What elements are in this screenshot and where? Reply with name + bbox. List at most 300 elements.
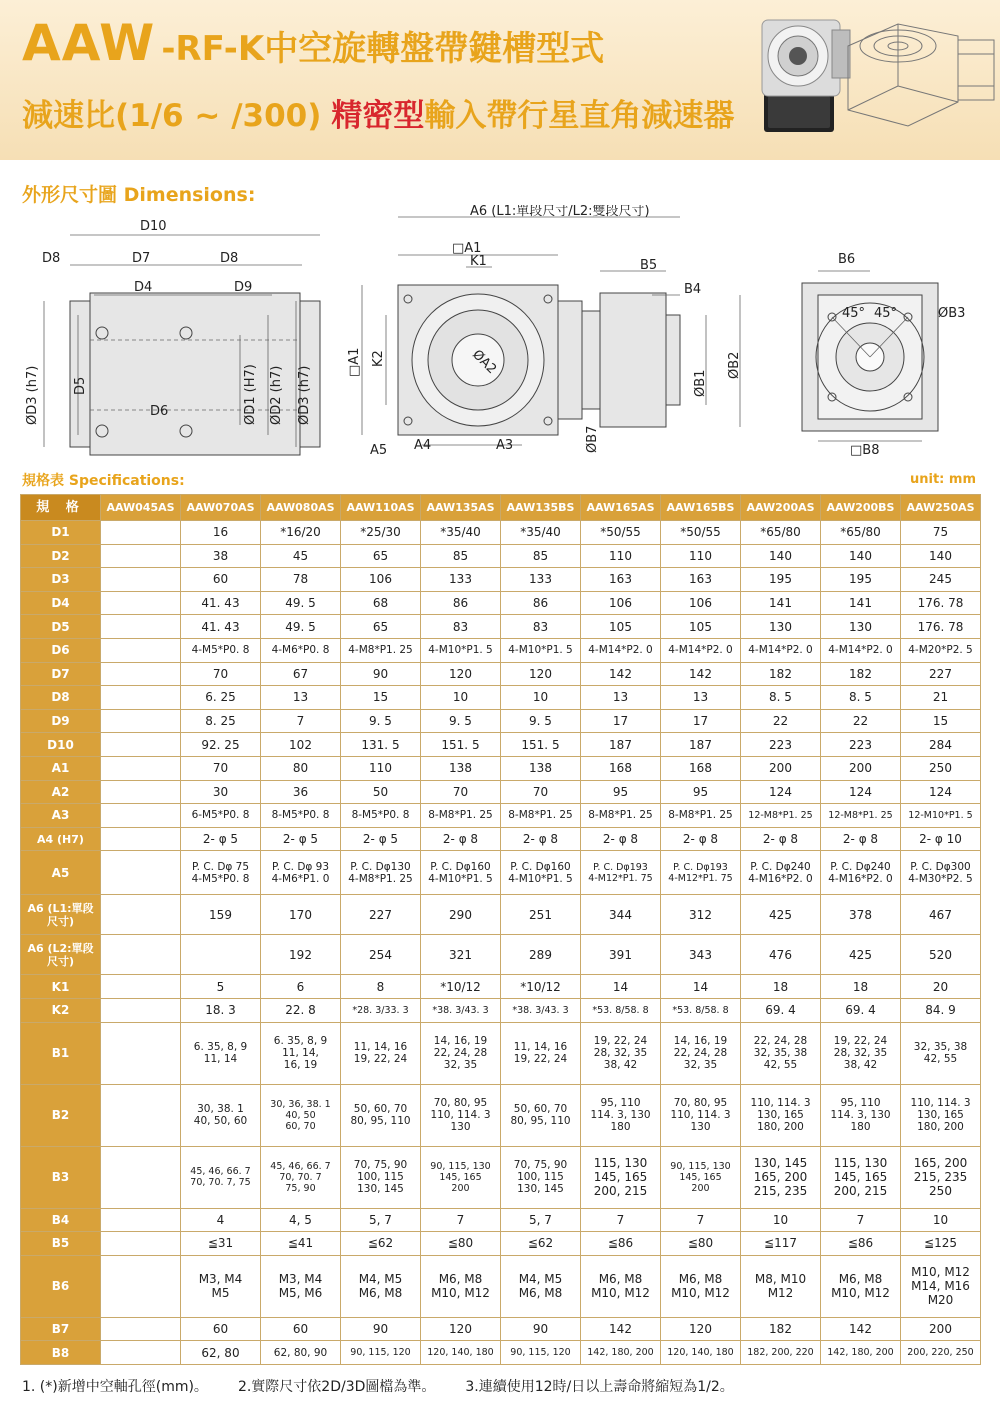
- spec-cell: 19, 22, 24 28, 32, 35 38, 42: [581, 1022, 661, 1084]
- spec-cell: P. C. Dφ240 4-M16*P2. 0: [821, 851, 901, 895]
- table-row: [21, 568, 981, 592]
- spec-cell: [101, 733, 181, 757]
- spec-cell: M4, M5 M6, M8: [501, 1255, 581, 1317]
- spec-cell: ≦86: [581, 1232, 661, 1256]
- table-corner-header: 規 格: [21, 495, 101, 521]
- label-d6: D6: [150, 404, 169, 419]
- spec-cell: 4-M6*P0. 8: [261, 638, 341, 662]
- spec-cell: P. C. Dφ160 4-M10*P1. 5: [501, 851, 581, 895]
- spec-cell: ≦62: [501, 1232, 581, 1256]
- spec-cell: 69. 4: [821, 998, 901, 1022]
- subtitle-ratio: 減速比(1/6 ~ /300): [22, 97, 322, 134]
- spec-cell: 6. 35, 8, 9 11, 14, 16, 19: [261, 1022, 341, 1084]
- spec-cell: *35/40: [421, 521, 501, 545]
- specifications-table: [20, 494, 981, 1365]
- spec-cell: 70: [421, 780, 501, 804]
- spec-cell: [101, 1232, 181, 1256]
- row-label: B1: [21, 1022, 101, 1084]
- spec-cell: [101, 662, 181, 686]
- spec-cell: 2- φ 8: [501, 827, 581, 851]
- table-row: [21, 998, 981, 1022]
- spec-cell: 138: [421, 756, 501, 780]
- spec-cell: 195: [741, 568, 821, 592]
- spec-cell: 95: [581, 780, 661, 804]
- table-row: [21, 686, 981, 710]
- table-row: [21, 709, 981, 733]
- spec-cell: 141: [741, 591, 821, 615]
- spec-cell: 12-M8*P1. 25: [821, 804, 901, 828]
- spec-cell: *25/30: [341, 521, 421, 545]
- spec-cell: 85: [501, 544, 581, 568]
- spec-cell: 7: [661, 1208, 741, 1232]
- footnote-2: 2.實際尺寸依2D/3D圖檔為準。: [237, 1379, 436, 1395]
- label-b3: ØB3: [938, 306, 966, 321]
- spec-cell: [101, 975, 181, 999]
- spec-cell: 67: [261, 662, 341, 686]
- spec-cell: [101, 1255, 181, 1317]
- spec-cell: 227: [341, 895, 421, 935]
- table-header-row: [21, 495, 981, 521]
- spec-cell: P. C. Dφ160 4-M10*P1. 5: [421, 851, 501, 895]
- model-header: AAW045AS: [101, 495, 181, 521]
- spec-cell: 176. 78: [901, 615, 981, 639]
- spec-cell: 5: [181, 975, 261, 999]
- spec-cell: 163: [581, 568, 661, 592]
- spec-cell: 7: [261, 709, 341, 733]
- product-outline-drawing: [838, 6, 1000, 136]
- spec-cell: 12-M10*P1. 5: [901, 804, 981, 828]
- spec-cell: 21: [901, 686, 981, 710]
- specifications-table-container: [20, 494, 980, 1365]
- model-header: AAW080AS: [261, 495, 341, 521]
- spec-cell: [101, 544, 181, 568]
- spec-cell: 289: [501, 935, 581, 975]
- spec-cell: 84. 9: [901, 998, 981, 1022]
- model-header: AAW135BS: [501, 495, 581, 521]
- spec-cell: 187: [581, 733, 661, 757]
- spec-cell: 45, 46, 66. 7 70, 70. 7 75, 90: [261, 1146, 341, 1208]
- spec-cell: 344: [581, 895, 661, 935]
- side-view-drawing: [25, 219, 320, 455]
- spec-cell: [101, 1022, 181, 1084]
- spec-cell: 8. 5: [821, 686, 901, 710]
- label-b4: B4: [684, 282, 702, 297]
- spec-cell: 49. 5: [261, 591, 341, 615]
- table-row: [21, 975, 981, 999]
- spec-cell: 78: [261, 568, 341, 592]
- label-a3: A3: [496, 438, 514, 453]
- spec-cell: 14: [581, 975, 661, 999]
- label-b5: B5: [640, 258, 658, 273]
- table-row: [21, 1084, 981, 1146]
- spec-cell: *50/55: [661, 521, 741, 545]
- spec-cell: 106: [661, 591, 741, 615]
- label-d3-left: ØD3 (h7): [25, 365, 40, 425]
- spec-cell: ≦31: [181, 1232, 261, 1256]
- row-label: A4 (H7): [21, 827, 101, 851]
- spec-cell: 9. 5: [501, 709, 581, 733]
- table-row: [21, 1341, 981, 1365]
- label-a1-top: □A1: [452, 241, 482, 256]
- spec-cell: 110, 114. 3 130, 165 180, 200: [741, 1084, 821, 1146]
- spec-cell: 142: [821, 1317, 901, 1341]
- spec-cell: 30, 38. 1 40, 50, 60: [181, 1084, 261, 1146]
- row-label: D4: [21, 591, 101, 615]
- spec-cell: 223: [821, 733, 901, 757]
- spec-cell: [101, 638, 181, 662]
- spec-cell: P. C. Dφ240 4-M16*P2. 0: [741, 851, 821, 895]
- spec-cell: P. C. Dφ 75 4-M5*P0. 8: [181, 851, 261, 895]
- spec-cell: [101, 1208, 181, 1232]
- spec-cell: 106: [581, 591, 661, 615]
- table-row: [21, 895, 981, 935]
- input-flange-view-drawing: [802, 252, 965, 458]
- spec-cell: 165, 200 215, 235 250: [901, 1146, 981, 1208]
- spec-cell: 425: [821, 935, 901, 975]
- model-header: AAW165AS: [581, 495, 661, 521]
- row-label: K2: [21, 998, 101, 1022]
- spec-cell: 95: [661, 780, 741, 804]
- spec-cell: 2- φ 8: [581, 827, 661, 851]
- spec-cell: 391: [581, 935, 661, 975]
- table-row: [21, 1208, 981, 1232]
- spec-cell: 168: [581, 756, 661, 780]
- spec-cell: [101, 1084, 181, 1146]
- footnote-3: 3.連續使用12時/日以上壽命將縮短為1/2。: [465, 1379, 734, 1395]
- spec-cell: 10: [901, 1208, 981, 1232]
- spec-cell: 251: [501, 895, 581, 935]
- spec-cell: [101, 851, 181, 895]
- spec-cell: 115, 130 145, 165 200, 215: [821, 1146, 901, 1208]
- spec-cell: 6. 35, 8, 9 11, 14: [181, 1022, 261, 1084]
- table-row: [21, 638, 981, 662]
- spec-cell: 2- φ 8: [821, 827, 901, 851]
- subtitle-description: 輸入帶行星直角減速器: [424, 97, 735, 134]
- row-label: B3: [21, 1146, 101, 1208]
- spec-cell: *50/55: [581, 521, 661, 545]
- spec-cell: 8. 5: [741, 686, 821, 710]
- spec-cell: ≦62: [341, 1232, 421, 1256]
- spec-cell: 4-M14*P2. 0: [821, 638, 901, 662]
- spec-cell: *10/12: [421, 975, 501, 999]
- spec-cell: 142: [581, 1317, 661, 1341]
- spec-cell: 83: [501, 615, 581, 639]
- spec-cell: M6, M8 M10, M12: [581, 1255, 661, 1317]
- row-label: B7: [21, 1317, 101, 1341]
- model-header: AAW070AS: [181, 495, 261, 521]
- spec-cell: 90: [501, 1317, 581, 1341]
- table-row: [21, 756, 981, 780]
- row-label: B5: [21, 1232, 101, 1256]
- label-d10: D10: [140, 219, 167, 234]
- spec-cell: 30: [181, 780, 261, 804]
- spec-cell: 4-M10*P1. 5: [421, 638, 501, 662]
- spec-cell: 11, 14, 16 19, 22, 24: [501, 1022, 581, 1084]
- footnote-1: 1. (*)新增中空軸孔徑(mm)。: [22, 1379, 208, 1395]
- spec-cell: 7: [581, 1208, 661, 1232]
- spec-cell: 4-M5*P0. 8: [181, 638, 261, 662]
- spec-cell: 2- φ 8: [741, 827, 821, 851]
- spec-cell: 50, 60, 70 80, 95, 110: [341, 1084, 421, 1146]
- title-type: -RF-K中空旋轉盤帶鍵槽型式: [161, 29, 605, 69]
- spec-cell: 10: [421, 686, 501, 710]
- unit-label: unit: mm: [910, 472, 976, 487]
- spec-cell: 138: [501, 756, 581, 780]
- spec-cell: 140: [741, 544, 821, 568]
- spec-cell: 6-M5*P0. 8: [181, 804, 261, 828]
- row-label: A3: [21, 804, 101, 828]
- spec-cell: 12-M8*P1. 25: [741, 804, 821, 828]
- spec-cell: 17: [581, 709, 661, 733]
- spec-cell: 95, 110 114. 3, 130 180: [581, 1084, 661, 1146]
- spec-cell: [101, 827, 181, 851]
- table-row: [21, 780, 981, 804]
- spec-cell: *16/20: [261, 521, 341, 545]
- spec-cell: [101, 780, 181, 804]
- spec-cell: 106: [341, 568, 421, 592]
- spec-cell: 200: [821, 756, 901, 780]
- spec-cell: 9. 5: [421, 709, 501, 733]
- spec-cell: 8-M8*P1. 25: [501, 804, 581, 828]
- label-b7: ØB7: [585, 425, 600, 453]
- spec-cell: 90, 115, 120: [501, 1341, 581, 1365]
- spec-cell: 130, 145 165, 200 215, 235: [741, 1146, 821, 1208]
- spec-cell: 90: [341, 1317, 421, 1341]
- spec-cell: 19, 22, 24 28, 32, 35 38, 42: [821, 1022, 901, 1084]
- spec-cell: 13: [581, 686, 661, 710]
- table-row: [21, 935, 981, 975]
- spec-cell: 120, 140, 180: [661, 1341, 741, 1365]
- spec-cell: 170: [261, 895, 341, 935]
- label-d5: D5: [73, 376, 88, 395]
- spec-cell: 16: [181, 521, 261, 545]
- label-d8-right: D8: [220, 251, 239, 266]
- product-photo: [752, 2, 852, 136]
- spec-cell: 95, 110 114. 3, 130 180: [821, 1084, 901, 1146]
- spec-cell: 90, 115, 120: [341, 1341, 421, 1365]
- spec-cell: 4-M14*P2. 0: [741, 638, 821, 662]
- label-b8: □B8: [850, 443, 880, 458]
- spec-cell: *35/40: [501, 521, 581, 545]
- spec-cell: 2- φ 5: [261, 827, 341, 851]
- spec-cell: 70, 75, 90 100, 115 130, 145: [501, 1146, 581, 1208]
- spec-cell: M6, M8 M10, M12: [661, 1255, 741, 1317]
- spec-cell: P. C. Dφ300 4-M30*P2. 5: [901, 851, 981, 895]
- spec-cell: 142, 180, 200: [821, 1341, 901, 1365]
- table-row: [21, 615, 981, 639]
- spec-cell: 151. 5: [421, 733, 501, 757]
- spec-cell: 4: [181, 1208, 261, 1232]
- label-d3-right: ØD3 (h7): [297, 365, 312, 425]
- label-b1: ØB1: [693, 369, 708, 397]
- spec-cell: 2- φ 10: [901, 827, 981, 851]
- spec-cell: 50: [341, 780, 421, 804]
- spec-cell: [101, 998, 181, 1022]
- table-row: [21, 1146, 981, 1208]
- dimensions-title: 外形尺寸圖 Dimensions:: [22, 184, 256, 206]
- spec-cell: 200, 220, 250: [901, 1341, 981, 1365]
- spec-cell: 14: [661, 975, 741, 999]
- spec-cell: M10, M12 M14, M16 M20: [901, 1255, 981, 1317]
- spec-cell: [101, 1341, 181, 1365]
- spec-cell: 476: [741, 935, 821, 975]
- spec-cell: 50, 60, 70 80, 95, 110: [501, 1084, 581, 1146]
- spec-cell: 102: [261, 733, 341, 757]
- spec-cell: 83: [421, 615, 501, 639]
- row-label: A6 (L2:單段尺寸): [21, 935, 101, 975]
- row-label: D2: [21, 544, 101, 568]
- spec-cell: 90: [341, 662, 421, 686]
- label-a2: ØA2: [469, 347, 500, 378]
- spec-cell: *38. 3/43. 3: [501, 998, 581, 1022]
- spec-cell: 151. 5: [501, 733, 581, 757]
- spec-cell: 192: [261, 935, 341, 975]
- dimension-drawings: [22, 205, 982, 465]
- spec-cell: 70, 80, 95 110, 114. 3 130: [421, 1084, 501, 1146]
- spec-cell: 105: [581, 615, 661, 639]
- spec-cell: 133: [501, 568, 581, 592]
- spec-cell: [101, 709, 181, 733]
- spec-cell: P. C. Dφ193 4-M12*P1. 75: [661, 851, 741, 895]
- spec-cell: 36: [261, 780, 341, 804]
- spec-cell: 70, 75, 90 100, 115 130, 145: [341, 1146, 421, 1208]
- spec-cell: [101, 1317, 181, 1341]
- spec-cell: 90, 115, 130 145, 165 200: [661, 1146, 741, 1208]
- spec-cell: 15: [901, 709, 981, 733]
- spec-cell: 200: [741, 756, 821, 780]
- spec-cell: 22: [741, 709, 821, 733]
- spec-cell: 223: [741, 733, 821, 757]
- spec-cell: 182: [821, 662, 901, 686]
- label-k2: K2: [371, 350, 386, 367]
- spec-cell: 13: [261, 686, 341, 710]
- spec-cell: 10: [741, 1208, 821, 1232]
- spec-cell: 182: [741, 662, 821, 686]
- spec-cell: 254: [341, 935, 421, 975]
- spec-cell: 105: [661, 615, 741, 639]
- footnotes: [22, 1376, 734, 1396]
- spec-cell: 142: [581, 662, 661, 686]
- spec-cell: M6, M8 M10, M12: [421, 1255, 501, 1317]
- spec-cell: M4, M5 M6, M8: [341, 1255, 421, 1317]
- spec-cell: M3, M4 M5, M6: [261, 1255, 341, 1317]
- table-row: [21, 1317, 981, 1341]
- label-b6: B6: [838, 252, 856, 267]
- spec-cell: [101, 568, 181, 592]
- spec-cell: 312: [661, 895, 741, 935]
- spec-cell: [101, 756, 181, 780]
- spec-cell: 130: [821, 615, 901, 639]
- spec-cell: 62, 80: [181, 1341, 261, 1365]
- spec-cell: 8-M5*P0. 8: [261, 804, 341, 828]
- table-row: [21, 733, 981, 757]
- spec-cell: 284: [901, 733, 981, 757]
- spec-cell: 15: [341, 686, 421, 710]
- label-a4: A4: [414, 438, 432, 453]
- spec-cell: 65: [341, 544, 421, 568]
- spec-cell: 4, 5: [261, 1208, 341, 1232]
- label-d9: D9: [234, 280, 253, 295]
- spec-cell: 142: [661, 662, 741, 686]
- spec-cell: 2- φ 5: [341, 827, 421, 851]
- spec-cell: 75: [901, 521, 981, 545]
- spec-cell: 7: [821, 1208, 901, 1232]
- spec-cell: 120: [661, 1317, 741, 1341]
- spec-cell: ≦125: [901, 1232, 981, 1256]
- spec-cell: ≦80: [421, 1232, 501, 1256]
- table-row: [21, 662, 981, 686]
- spec-cell: 45, 46, 66. 7 70, 70. 7, 75: [181, 1146, 261, 1208]
- spec-cell: 182, 200, 220: [741, 1341, 821, 1365]
- spec-cell: 9. 5: [341, 709, 421, 733]
- spec-cell: 17: [661, 709, 741, 733]
- spec-cell: 5, 7: [501, 1208, 581, 1232]
- spec-cell: 85: [421, 544, 501, 568]
- spec-cell: ≦80: [661, 1232, 741, 1256]
- spec-cell: 130: [741, 615, 821, 639]
- row-label: D1: [21, 521, 101, 545]
- spec-cell: *10/12: [501, 975, 581, 999]
- spec-cell: 60: [181, 1317, 261, 1341]
- spec-cell: 227: [901, 662, 981, 686]
- spec-cell: M3, M4 M5: [181, 1255, 261, 1317]
- spec-cell: ≦86: [821, 1232, 901, 1256]
- row-label: D9: [21, 709, 101, 733]
- spec-cell: 80: [261, 756, 341, 780]
- spec-cell: 4-M20*P2. 5: [901, 638, 981, 662]
- subtitle-precision: 精密型: [331, 97, 425, 134]
- row-label: A5: [21, 851, 101, 895]
- spec-cell: *38. 3/43. 3: [421, 998, 501, 1022]
- spec-cell: 68: [341, 591, 421, 615]
- row-label: B4: [21, 1208, 101, 1232]
- table-row: [21, 591, 981, 615]
- specifications-label: 規格表 Specifications:: [22, 473, 185, 489]
- spec-cell: 115, 130 145, 165 200, 215: [581, 1146, 661, 1208]
- spec-cell: 60: [261, 1317, 341, 1341]
- spec-cell: 8-M5*P0. 8: [341, 804, 421, 828]
- spec-cell: 142, 180, 200: [581, 1341, 661, 1365]
- spec-cell: 182: [741, 1317, 821, 1341]
- row-label: D8: [21, 686, 101, 710]
- spec-cell: *28. 3/33. 3: [341, 998, 421, 1022]
- spec-cell: ≦117: [741, 1232, 821, 1256]
- table-row: [21, 827, 981, 851]
- spec-cell: 131. 5: [341, 733, 421, 757]
- spec-cell: 18: [821, 975, 901, 999]
- spec-cell: M6, M8 M10, M12: [821, 1255, 901, 1317]
- label-angle-left: 45°: [842, 306, 866, 321]
- row-label: A1: [21, 756, 101, 780]
- spec-cell: 8: [341, 975, 421, 999]
- title-model: AAW: [22, 14, 156, 72]
- page-subtitle: [22, 90, 734, 134]
- spec-cell: 110: [341, 756, 421, 780]
- model-header: AAW165BS: [661, 495, 741, 521]
- spec-cell: 120: [501, 662, 581, 686]
- table-row: [21, 521, 981, 545]
- spec-cell: 41. 43: [181, 591, 261, 615]
- spec-cell: *53. 8/58. 8: [661, 998, 741, 1022]
- spec-cell: 6: [261, 975, 341, 999]
- row-label: D5: [21, 615, 101, 639]
- table-row: [21, 1022, 981, 1084]
- spec-cell: [101, 895, 181, 935]
- spec-cell: 92. 25: [181, 733, 261, 757]
- spec-cell: 4-M14*P2. 0: [581, 638, 661, 662]
- spec-cell: 22. 8: [261, 998, 341, 1022]
- row-label: B8: [21, 1341, 101, 1365]
